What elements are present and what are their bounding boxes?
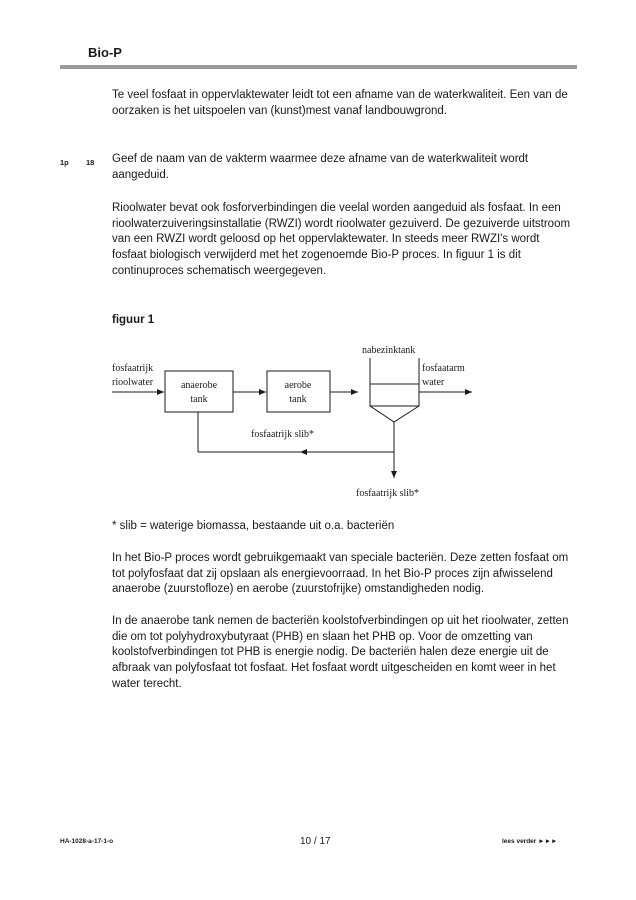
question-points: 1p [60,158,69,167]
outflow-label-line2: water [422,377,445,388]
clarifier-label: nabezinktank [362,345,416,356]
footnote: * slib = waterige biomassa, bestaande uit o.a. bacteriën [112,520,395,532]
exam-code: HA-1028-a-17-1-o [60,838,114,845]
inflow-label-line1: fosfaatrijk [112,363,154,374]
header-divider [60,65,577,69]
aerobe-tank [267,371,330,412]
context-paragraph: Rioolwater bevat ook fosforverbindingen die veelal worden aangeduid als fosfaat. In een rioolwaterzuiveringsinstallatie (RWZI) wordt rioolwater gezuiverd. De gezuiverde uitstroom van een RWZI wordt geloosd op het oppervlaktewater. In steeds meer RWZI's wordt fosfaat biologisch verwijderd met het zogenoemde Bio-P proces. In figuur 1 is dit continuproces schematisch weergegeven. [112,202,571,277]
explanation-paragraph-1: In het Bio-P proces wordt gebruikgemaakt van speciale bacteriën. Deze zetten fosfaat om tot polyfosfaat dat zij opslaan als energievoorraad. In het Bio-P proces zijn afwisselend anaerobe (zuurstofloze) en aerobe (zuurstofrijke) omstandigheden nodig. [112,552,569,596]
section-title: Bio-P [88,45,122,60]
anaerobe-tank [165,371,233,412]
question-number: 18 [86,158,95,167]
page-number: 10 / 17 [300,836,331,847]
anaerobe-tank-label-line2: tank [190,394,208,405]
aerobe-tank-label-line2: tank [289,394,307,405]
aerobe-tank-label-line1: aerobe [284,380,312,391]
anaerobe-tank-label-line1: anaerobe [180,380,218,391]
explanation-paragraph-2: In de anaerobe tank nemen de bacteriën koolstofverbindingen op uit het rioolwater, zetten die om tot polyhydroxybutyraat (PHB) en slaan het PHB op. Voor de omzetting van koolstofverbindingen tot PHB is energie nodig. De bacteriën halen deze energie uit de afbraak van polyfosfaat tot fosfaat. Het fosfaat wordt uitgescheiden en komt weer in het water terecht. [112,615,569,690]
inflow-label-line2: rioolwater [112,377,154,388]
intro-paragraph: Te veel fosfaat in oppervlaktewater leidt tot een afname van de waterkwaliteit. Een van de oorzaken is het uitspoelen van (kunst)mest vanaf landbouwgrond. [112,89,568,117]
next-page-indicator: lees verder ►►► [502,838,558,845]
return-sludge-label: fosfaatrijk slib* [251,429,315,440]
figure-label: figuur 1 [112,314,155,326]
bio-p-process-diagram [108,336,488,508]
outflow-label-line1: fosfaatarm [422,363,465,374]
clarifier-tank [370,358,419,422]
sludge-outflow-label: fosfaatrijk slib* [356,488,420,499]
question-text: Geef de naam van de vakterm waarmee deze afname van de waterkwaliteit wordt aangeduid. [112,153,529,181]
